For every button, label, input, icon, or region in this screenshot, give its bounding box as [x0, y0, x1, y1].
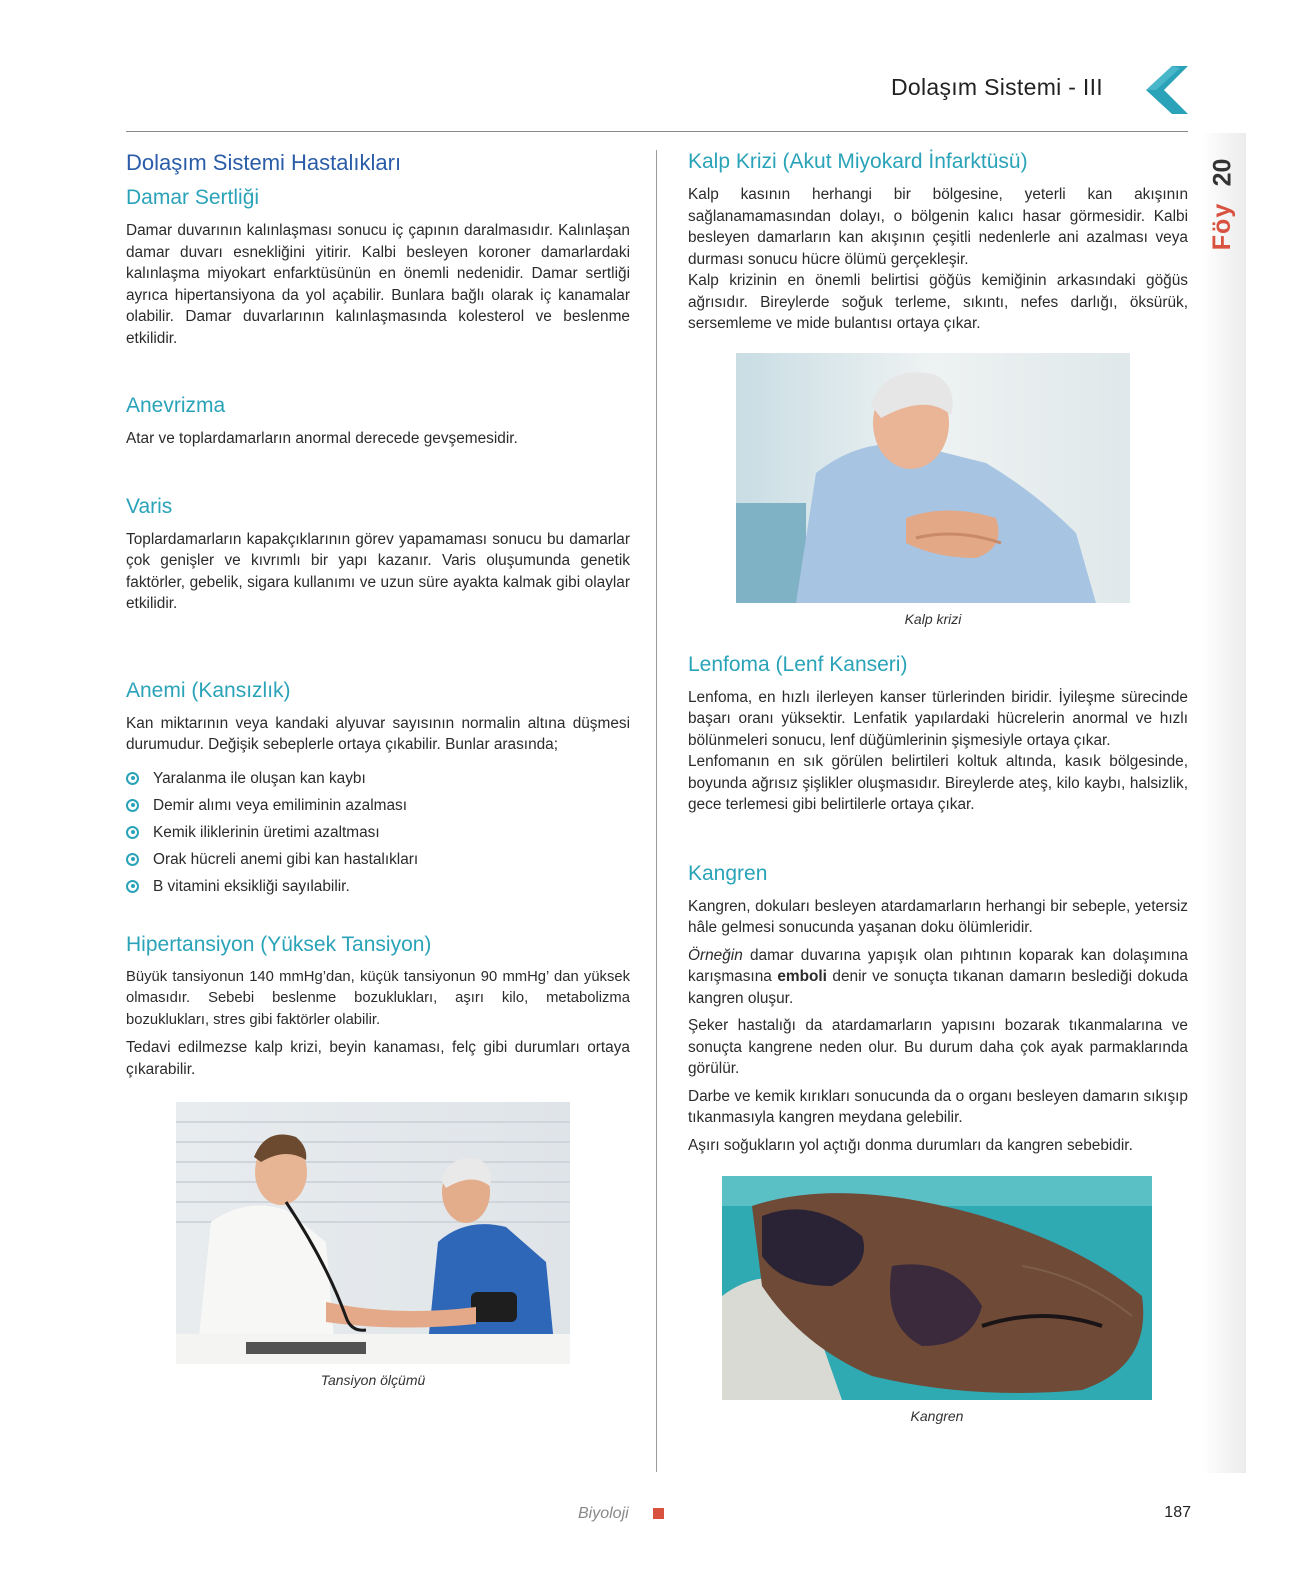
- heart-attack-caption: Kalp krizi: [904, 610, 962, 627]
- header-rule: [126, 131, 1188, 132]
- anevrizma-text: Atar ve toplardamarların anormal derecede gevşemesidir.: [126, 430, 518, 447]
- gangrene-photo: [722, 1176, 1152, 1400]
- column-divider: [656, 150, 657, 1472]
- list-item: Kemik iliklerinin üretimi azaltması: [126, 822, 630, 843]
- kangren-section: [688, 862, 1188, 1157]
- right-column: [688, 150, 1188, 1424]
- lenfoma-text-2: Lenfomanın en sık görülen belirtileri koltuk altında, kasık bölgesinde, boyunda ağrısız şişlikler oluşmasıdır. Bireylerde ateş, kilo kaybı, halsizlik, gece terlemesi gibi belirtilerle ortaya çıkar.: [688, 753, 1188, 813]
- list-item: B vitamini eksikliği sayılabilir.: [126, 876, 630, 897]
- anevrizma-title: Anevrizma: [126, 394, 226, 417]
- heart-attack-figure: [688, 353, 1188, 627]
- damar-sertligi-title: Damar Sertliği: [126, 186, 260, 209]
- target-bullet-icon: [126, 880, 139, 893]
- anemi-title: Anemi (Kansızlık): [126, 678, 291, 702]
- anevrizma-section: [126, 394, 630, 450]
- emboli-term: emboli: [777, 968, 827, 985]
- anemi-cause-list: [126, 768, 630, 897]
- kalp-krizi-title: Kalp Krizi (Akut Miyokard İnfarktüsü): [688, 150, 1028, 173]
- heart-attack-photo: [736, 353, 1130, 603]
- kangren-text-5: Aşırı soğukların yol açtığı donma durumları da kangren sebebidir.: [688, 1136, 1133, 1154]
- list-item: Yaralanma ile oluşan kan kaybı: [126, 768, 630, 789]
- example-word: Örneğin: [688, 946, 743, 964]
- side-tab-number: 20: [1208, 158, 1237, 186]
- target-bullet-icon: [126, 853, 139, 866]
- hipertansiyon-text-1: Büyük tansiyonun 140 mmHg’dan, küçük tansiyonun 90 mmHg’ dan yüksek olmasıdır. Sebebi beslenme bozuklukları, aşırı kilo, metabolizma bozuklukları, stres gibi faktörler olabilir.: [126, 968, 630, 1028]
- lenfoma-section: [688, 653, 1188, 816]
- kangren-text-1: Kangren, dokuları besleyen atardamarların herhangi bir sebeple, yetersiz hâle gelmesi sonucunda yaşanan doku ölümleridir.: [688, 897, 1188, 936]
- damar-sertligi-section: [126, 186, 630, 349]
- anemi-section: [126, 679, 630, 897]
- blood-pressure-caption: Tansiyon ölçümü: [320, 1372, 426, 1388]
- chevron-left-icon: [1146, 66, 1188, 114]
- varis-section: [126, 495, 630, 615]
- kalp-krizi-section: [688, 150, 1188, 335]
- target-bullet-icon: [126, 799, 139, 812]
- side-tab-label: Föy: [1208, 202, 1237, 250]
- gangrene-figure: [688, 1176, 1188, 1424]
- blood-pressure-photo: [176, 1102, 570, 1364]
- chapter-title: Dolaşım Sistemi - III: [890, 74, 1103, 100]
- list-item: Demir alımı veya emiliminin azalması: [126, 795, 630, 816]
- anemi-text: Kan miktarının veya kandaki alyuvar sayısının normalin altına düşmesi durumudur. Değişik sebeplerle ortaya çıkabilir. Bunlar arasında;: [126, 714, 630, 753]
- gangrene-caption: Kangren: [910, 1408, 964, 1424]
- kalp-krizi-text-2: Kalp krizinin en önemli belirtisi göğüs kemiğinin arkasındaki göğüs ağrısıdır. Bireylerde soğuk terleme, sıkıntı, nefes darlığı, öksürük, sersemleme ve mide bulantısı ortaya çıkar.: [688, 272, 1188, 332]
- hipertansiyon-text-2: Tedavi edilmezse kalp krizi, beyin kanaması, felç gibi durumları ortaya çıkarabilir.: [126, 1039, 630, 1078]
- kalp-krizi-text-1: Kalp kasının herhangi bir bölgesine, yeterli kan akışının sağlanamamasından dolayı, o bölgenin kalıcı hasar görmesidir. Kalbi besleyen damarların kan akışının çeşitli nedenlerle ani azalması veya durması sonucu hücre ölümü gerçekleşir.: [688, 186, 1188, 268]
- section-title: Dolaşım Sistemi Hastalıkları: [126, 150, 402, 175]
- target-bullet-icon: [126, 826, 139, 839]
- footer-marker: [653, 1508, 664, 1519]
- hipertansiyon-section: [126, 933, 630, 1081]
- lenfoma-title: Lenfoma (Lenf Kanseri): [688, 652, 908, 676]
- left-column: [126, 150, 630, 1388]
- footer-subject: Biyoloji: [578, 1505, 629, 1522]
- page-number: 187: [1164, 1504, 1191, 1521]
- kangren-text-3: Şeker hastalığı da atardamarların yapısını bozarak tıkanmalarına ve sonuçta kangrene neden olur. Bu durum daha çok ayak parmaklarında görülür.: [688, 1017, 1188, 1077]
- hipertansiyon-title: Hipertansiyon (Yüksek Tansiyon): [126, 932, 432, 956]
- kangren-text-4: Darbe ve kemik kırıkları sonucunda da o organı besleyen damarın sıkışıp tıkanmasıyla kangren meydana gelebilir.: [688, 1087, 1188, 1126]
- varis-title: Varis: [126, 494, 173, 518]
- side-tab: [1202, 133, 1246, 1473]
- list-item: Orak hücreli anemi gibi kan hastalıkları: [126, 849, 630, 870]
- target-bullet-icon: [126, 772, 139, 785]
- kangren-title: Kangren: [688, 861, 768, 885]
- lenfoma-text-1: Lenfoma, en hızlı ilerleyen kanser türlerinden biridir. İyileşme sürecinde başarı oranı yüksektir. Lenfatik yapılardaki hücrelerin anormal ve hızlı bölünmeleri sonucu, lenf düğümlerinin şişmesiyle ortaya çıkar.: [688, 688, 1188, 749]
- kangren-text-2: Örneğin damar duvarına yapışık olan pıhtının koparak kan dolaşımına karışmasına emboli denir ve sonuçta tıkanan damarın beslediği dokuda kangren oluşur.: [688, 946, 1188, 1007]
- damar-sertligi-text: Damar duvarının kalınlaşması sonucu iç çapının daralmasıdır. Kalınlaşan damar duvarı esnekliğini yitirir. Kalbi besleyen koroner damarlardaki kalınlaşma miyokart enfarktüsünün en önemli nedenidir. Damar sertliği ayrıca hipertansiyona da yol açabilir. Bunlara bağlı olarak iç kanamalar olabilir. Damar duvarlarının kalınlaşmasında kolesterol ve beslenme etkilidir.: [126, 222, 630, 347]
- varis-text: Toplardamarların kapakçıklarının görev yapamaması sonucu bu damarlar çok genişler ve kıvrımlı bir yapı kazanır. Varis oluşumunda genetik faktörler, gebelik, sigara kullanımı ve uzun süre ayakta kalmak gibi olaylar etkilidir.: [126, 530, 630, 612]
- blood-pressure-figure: [126, 1102, 630, 1388]
